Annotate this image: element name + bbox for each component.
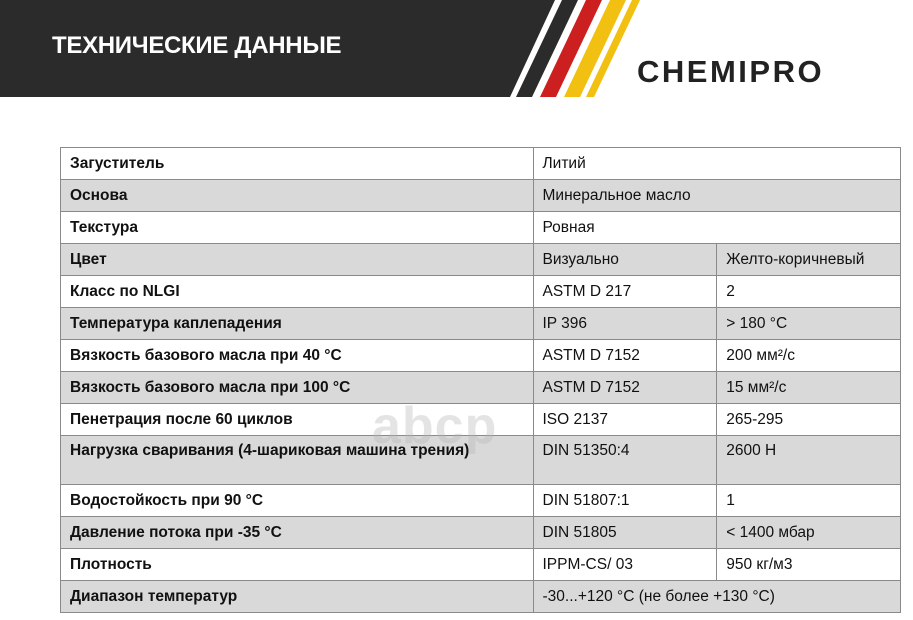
test-method: ASTM D 7152: [533, 372, 717, 404]
table-row: [61, 340, 901, 372]
property-name: Основа: [61, 180, 534, 212]
table-row: [61, 212, 901, 244]
property-name: Класс по NLGI: [61, 276, 534, 308]
property-value: 15 мм²/с: [717, 372, 901, 404]
watermark-text: abcp: [372, 397, 498, 455]
page-title: ТЕХНИЧЕСКИЕ ДАННЫЕ: [52, 32, 342, 59]
property-name: Текстура: [61, 212, 534, 244]
table-row: [61, 436, 901, 485]
test-method: DIN 51350:4: [533, 436, 717, 485]
table-row: [61, 581, 901, 613]
property-value: 950 кг/м3: [717, 549, 901, 581]
table-row: [61, 276, 901, 308]
table-row: [61, 180, 901, 212]
table-row: [61, 148, 901, 180]
property-name: Диапазон температур: [61, 581, 534, 613]
property-name: Пенетрация после 60 циклов: [61, 404, 534, 436]
property-name: Вязкость базового масла при 40 °C: [61, 340, 534, 372]
table-row: [61, 549, 901, 581]
property-value: 1: [717, 485, 901, 517]
property-value: < 1400 мбар: [717, 517, 901, 549]
property-name: Загуститель: [61, 148, 534, 180]
property-name: Водостойкость при 90 °C: [61, 485, 534, 517]
test-method: IPPM-CS/ 03: [533, 549, 717, 581]
page-header: [0, 0, 913, 97]
property-name: Температура каплепадения: [61, 308, 534, 340]
table-row: [61, 308, 901, 340]
table-row: [61, 517, 901, 549]
property-name: Вязкость базового масла при 100 °C: [61, 372, 534, 404]
test-method: DIN 51807:1: [533, 485, 717, 517]
table-row: [61, 244, 901, 276]
property-name: Плотность: [61, 549, 534, 581]
test-method: DIN 51805: [533, 517, 717, 549]
table-row: [61, 372, 901, 404]
property-value: 2600 Н: [717, 436, 901, 485]
property-value: Минеральное масло: [533, 180, 901, 212]
test-method: ASTM D 7152: [533, 340, 717, 372]
test-method: IP 396: [533, 308, 717, 340]
table-row: [61, 485, 901, 517]
property-name: Цвет: [61, 244, 534, 276]
property-value: Желто-коричневый: [717, 244, 901, 276]
property-name: Давление потока при -35 °C: [61, 517, 534, 549]
property-value: -30...+120 °C (не более +130 °C): [533, 581, 901, 613]
technical-data-table: [60, 147, 901, 613]
property-value: 2: [717, 276, 901, 308]
brand-logo: CHEMIPRO: [637, 54, 825, 89]
property-value: Литий: [533, 148, 901, 180]
test-method: ISO 2137: [533, 404, 717, 436]
property-value: 265-295: [717, 404, 901, 436]
property-name: Нагрузка сваривания (4-шариковая машина трения): [61, 436, 534, 485]
table-row: [61, 404, 901, 436]
test-method: ASTM D 217: [533, 276, 717, 308]
property-value: 200 мм²/с: [717, 340, 901, 372]
test-method: Визуально: [533, 244, 717, 276]
property-value: Ровная: [533, 212, 901, 244]
property-value: > 180 °C: [717, 308, 901, 340]
table-body: [61, 148, 901, 613]
